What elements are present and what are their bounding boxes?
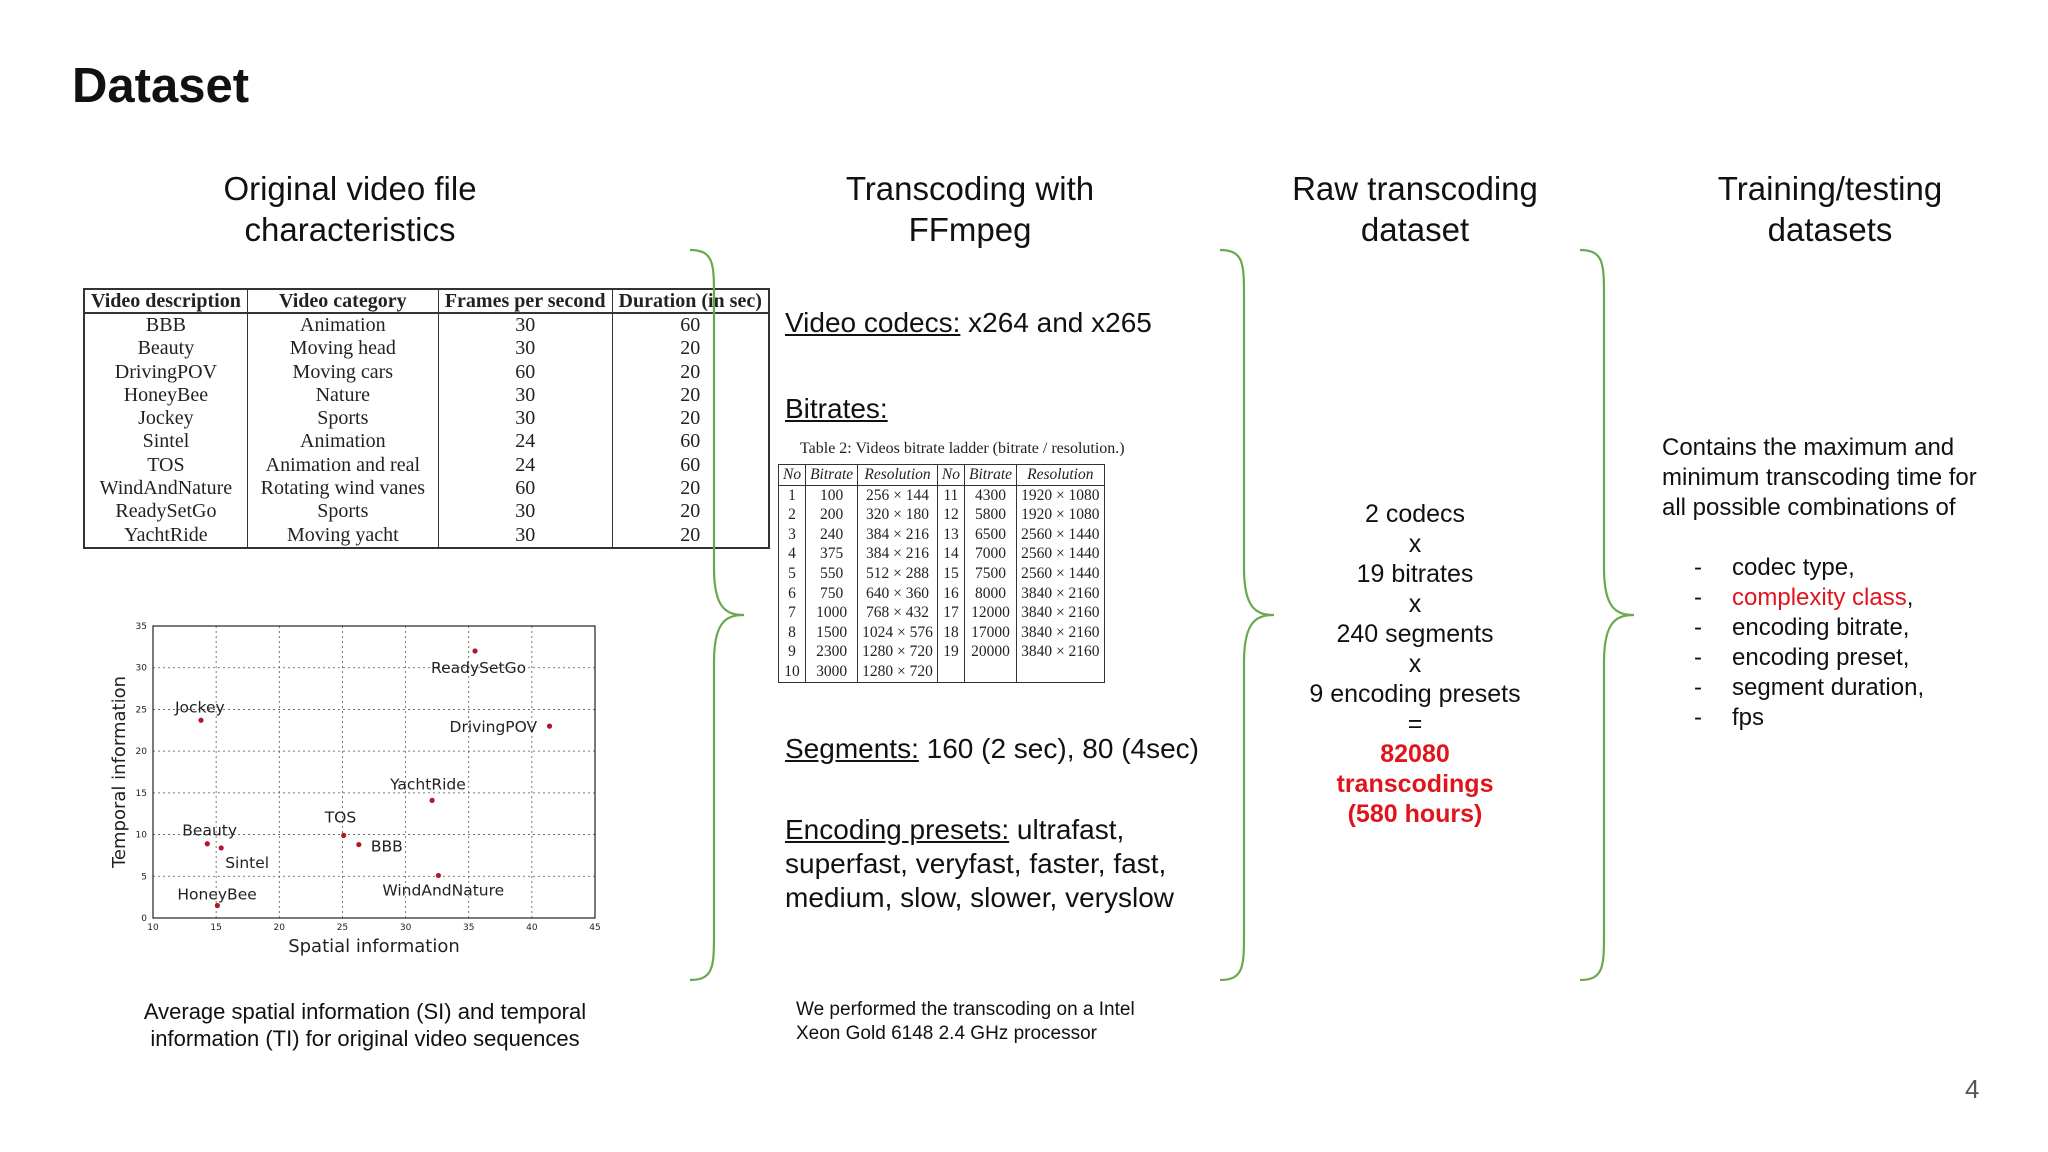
table-row	[779, 642, 1105, 662]
table-row	[84, 384, 769, 407]
table-row	[84, 430, 769, 453]
video-table-wrapper	[83, 288, 770, 549]
scatter-point	[198, 718, 203, 723]
table-row	[779, 525, 1105, 545]
bullet-dash: -	[1694, 614, 1702, 641]
x-tick-label: 15	[210, 923, 222, 933]
chart-caption: Average spatial information (SI) and temporal information (TI) for original video sequences	[143, 999, 587, 1051]
table-cell: 3840 × 2160	[1021, 584, 1100, 602]
raw-combination	[1270, 499, 1560, 829]
table-cell: 375	[806, 544, 858, 564]
y-tick-label: 25	[135, 705, 147, 716]
page-number: 4	[1965, 1074, 1980, 1104]
raw-line: 240 segments	[1336, 620, 1494, 648]
table-cell: 19	[937, 642, 964, 662]
y-tick-label: 15	[135, 788, 147, 799]
table-cell: 3000	[806, 662, 858, 682]
scatter-point	[436, 873, 441, 878]
table-cell: 100	[806, 485, 858, 505]
list-item	[1662, 673, 2022, 703]
list-item	[1662, 703, 2022, 733]
table-row	[779, 584, 1105, 604]
table-cell: 5	[779, 564, 806, 584]
point-label: WindAndNature	[382, 881, 505, 900]
point-label: Sintel	[225, 853, 270, 872]
table-row	[84, 454, 769, 477]
table-cell: 4300	[965, 485, 1017, 505]
table-cell: 12	[937, 505, 964, 525]
table-cell: Animation	[247, 313, 438, 337]
table-cell: Beauty	[84, 337, 247, 360]
x-tick-label: 45	[589, 923, 601, 933]
heading-transcoding: Transcoding with FFmpeg	[845, 170, 1095, 248]
x-tick-label: 40	[526, 923, 538, 933]
bitrate-table-header-row	[779, 465, 1105, 486]
table-cell: 750	[806, 584, 858, 604]
bullet-dash: -	[1694, 554, 1702, 581]
table-cell: 1024 × 576	[858, 623, 938, 643]
bitrate-table	[778, 464, 1105, 683]
video-table-header	[247, 289, 438, 313]
list-item	[1662, 553, 2022, 583]
table-cell	[937, 662, 964, 682]
table-row	[84, 477, 769, 500]
scatter-point	[472, 648, 477, 653]
point-label: Jockey	[174, 698, 225, 717]
raw-total: 82080 transcodings (580 hours)	[1336, 740, 1494, 828]
list-item-text: encoding bitrate,	[1732, 614, 1910, 641]
table-row	[779, 564, 1105, 584]
table-cell: TOS	[84, 454, 247, 477]
table-cell: HoneyBee	[84, 384, 247, 407]
curly-brace-2	[1218, 248, 1278, 983]
bullet-dash: -	[1694, 644, 1702, 671]
raw-line: 19 bitrates	[1356, 560, 1474, 588]
point-label: BBB	[370, 837, 403, 856]
table-cell: 15	[937, 564, 964, 584]
list-item-text: segment duration,	[1732, 674, 1925, 701]
table-cell: 20	[680, 383, 701, 406]
list-item-text: encoding preset,	[1732, 644, 1910, 671]
table-cell: 320 × 180	[858, 505, 938, 525]
table-row	[84, 500, 769, 523]
table-cell: 240	[806, 525, 858, 545]
table-cell: 2	[779, 505, 806, 525]
table-cell: Sintel	[84, 430, 247, 453]
plot-frame	[153, 626, 595, 918]
bullet-dash: -	[1694, 674, 1702, 701]
video-table-header	[438, 289, 612, 313]
point-label: ReadySetGo	[431, 659, 527, 678]
table-cell: WindAndNature	[84, 477, 247, 500]
heading-original: Original video file characteristics	[223, 170, 477, 248]
presets-line	[785, 813, 1205, 915]
table-cell: 5800	[965, 505, 1017, 525]
table-cell	[965, 662, 1017, 682]
table-row	[84, 361, 769, 384]
list-item-text: fps	[1732, 704, 1765, 731]
segments-label: Segments:	[785, 733, 919, 764]
table-cell: 6500	[965, 525, 1017, 545]
table-row	[779, 505, 1105, 525]
table-row	[84, 313, 769, 337]
table-cell: 14	[937, 544, 964, 564]
x-axis-label: Spatial information	[288, 936, 460, 957]
table-cell: 30	[438, 337, 612, 360]
table-cell: Moving yacht	[247, 524, 438, 548]
bitrate-table-header: No	[779, 465, 806, 486]
point-label: Beauty	[182, 821, 238, 840]
x-tick-label: 20	[273, 923, 286, 933]
table-cell: 4	[779, 544, 806, 564]
table-cell: 60	[680, 430, 701, 453]
table-cell: 8000	[965, 584, 1017, 604]
y-axis-label: Temporal information	[109, 675, 130, 869]
list-item	[1662, 583, 2022, 613]
video-table-body	[84, 313, 769, 548]
y-tick-label: 5	[141, 872, 147, 883]
table-cell: Moving cars	[247, 361, 438, 384]
header-duration: Duration (in sec)	[618, 290, 762, 312]
table-cell: 1920 × 1080	[1021, 486, 1100, 504]
table-cell: 13	[937, 525, 964, 545]
header-video-category: Video category	[279, 290, 407, 312]
table-cell: 7500	[965, 564, 1017, 584]
table-row	[779, 603, 1105, 623]
table-cell: 3840 × 2160	[1021, 604, 1100, 622]
table-cell	[1017, 662, 1105, 682]
table-cell: 24	[438, 454, 612, 477]
table-cell: Nature	[247, 384, 438, 407]
raw-line: x	[1408, 650, 1422, 678]
curly-brace-3	[1578, 248, 1638, 983]
table-cell: 1	[779, 485, 806, 505]
table-cell: 2560 × 1440	[1021, 545, 1100, 563]
curly-brace-1	[688, 248, 748, 983]
table-cell: Jockey	[84, 407, 247, 430]
table-cell: 60	[680, 314, 701, 336]
raw-line: x	[1408, 530, 1422, 558]
slide-title: Dataset	[72, 59, 250, 113]
scatter-point	[205, 841, 210, 846]
table-cell: 30	[438, 500, 612, 523]
list-item-suffix: ,	[1906, 584, 1914, 611]
bitrates-label: Bitrates:	[785, 393, 888, 424]
bitrate-table-body	[779, 485, 1105, 682]
table-cell: 20	[680, 360, 701, 383]
table-cell: 3840 × 2160	[1021, 643, 1100, 661]
bitrate-table-header: No	[937, 465, 964, 486]
table-cell: 60	[438, 477, 612, 500]
x-tick-label: 25	[336, 923, 349, 933]
table-cell: 384 × 216	[858, 544, 938, 564]
table-cell: YachtRide	[84, 524, 247, 548]
codecs-line	[785, 306, 1152, 340]
bitrates-line	[785, 392, 888, 426]
table-cell: 60	[680, 453, 701, 476]
codecs-value: x264 and x265	[960, 307, 1152, 338]
list-item	[1662, 613, 2022, 643]
table-cell: 512 × 288	[858, 564, 938, 584]
bullet-dash: -	[1694, 584, 1702, 611]
header-fps: Frames per second	[444, 290, 606, 312]
scatter-chart-container	[105, 610, 625, 960]
raw-line: 2 codecs	[1364, 500, 1466, 528]
raw-line: x	[1408, 590, 1422, 618]
raw-line: 9 encoding presets	[1309, 680, 1521, 708]
table-cell: 3840 × 2160	[1021, 623, 1100, 641]
table-cell: 17	[937, 603, 964, 623]
video-table-header	[84, 289, 247, 313]
table-cell: 384 × 216	[858, 525, 938, 545]
table-row	[779, 623, 1105, 643]
table-cell: 9	[779, 642, 806, 662]
table-cell: 20	[680, 337, 701, 360]
table-cell: 1280 × 720	[858, 662, 938, 682]
raw-lines	[1270, 499, 1560, 739]
point-label: TOS	[324, 808, 357, 827]
x-tick-label: 35	[462, 923, 475, 933]
table-cell: 24	[438, 430, 612, 453]
table-cell: 1920 × 1080	[1021, 506, 1100, 524]
table-row	[84, 407, 769, 430]
table-cell: 1500	[806, 623, 858, 643]
table-cell: 20	[680, 500, 701, 523]
table-cell: 30	[438, 524, 612, 548]
y-tick-label: 0	[141, 914, 147, 924]
table-cell: 2300	[806, 642, 858, 662]
table-cell: Sports	[247, 407, 438, 430]
table-cell: 640 × 360	[858, 584, 938, 604]
heading-raw: Raw transcoding dataset	[1292, 170, 1538, 248]
table-cell: 200	[806, 505, 858, 525]
table-cell: 8	[779, 623, 806, 643]
table-cell: DrivingPOV	[84, 361, 247, 384]
heading-training: Training/testing datasets	[1717, 170, 1943, 248]
table-cell: Moving head	[247, 337, 438, 360]
table-cell: 17000	[965, 623, 1017, 643]
table-cell: 3	[779, 525, 806, 545]
training-intro: Contains the maximum and minimum transcoding time for all possible combinations of	[1662, 434, 1977, 521]
x-tick-label: 30	[399, 923, 412, 933]
table-cell: Rotating wind vanes	[247, 477, 438, 500]
scatter-point	[219, 845, 224, 850]
table-cell: 550	[806, 564, 858, 584]
y-tick-label: 30	[135, 663, 147, 674]
y-tick-label: 10	[135, 830, 147, 841]
processor-note: We performed the transcoding on a Intel Xeon Gold 6148 2.4 GHz processor	[796, 999, 1135, 1044]
scatter-point	[547, 724, 552, 729]
scatter-point	[341, 833, 346, 838]
point-label: DrivingPOV	[449, 718, 538, 737]
list-item-text: complexity class	[1732, 584, 1907, 611]
scatter-chart	[105, 610, 625, 960]
table-cell: BBB	[84, 313, 247, 337]
bitrate-table-header: Bitrate	[806, 465, 858, 486]
table-cell: 30	[438, 313, 612, 337]
scatter-point	[356, 842, 361, 847]
presets-value: ultrafast, superfast, veryfast, faster, fast, medium, slow, slower, veryslow	[785, 814, 1175, 913]
codecs-label: Video codecs:	[785, 307, 961, 338]
list-item-text: codec type,	[1732, 554, 1855, 581]
table-cell: 12000	[965, 603, 1017, 623]
training-list	[1662, 553, 2022, 733]
table-row	[779, 544, 1105, 564]
table-cell: 7000	[965, 544, 1017, 564]
header-video-description: Video description	[91, 290, 241, 312]
table-cell: 11	[937, 485, 964, 505]
segments-value: 160 (2 sec), 80 (4sec)	[918, 733, 1199, 764]
table-row	[84, 337, 769, 360]
table-cell: 10	[779, 662, 806, 682]
table-cell: 768 × 432	[858, 603, 938, 623]
presets-label: Encoding presets:	[785, 814, 1010, 845]
table-row	[779, 662, 1105, 682]
table-row	[84, 524, 769, 548]
bitrate-table-wrapper	[778, 464, 1105, 683]
table-cell: 16	[937, 584, 964, 604]
table-cell: Sports	[247, 500, 438, 523]
bitrate-table-header: Resolution	[1017, 465, 1105, 486]
segments-line	[785, 732, 1199, 766]
table-cell: 20	[680, 477, 701, 500]
raw-line: =	[1407, 710, 1423, 738]
bitrate-table-header: Bitrate	[965, 465, 1017, 486]
table-cell: 20	[680, 523, 701, 546]
y-tick-label: 35	[135, 622, 147, 632]
table-cell: 20	[680, 407, 701, 430]
table-cell: 2560 × 1440	[1021, 564, 1100, 582]
table-cell: 18	[937, 623, 964, 643]
table-cell: 1280 × 720	[858, 642, 938, 662]
table-cell: ReadySetGo	[84, 500, 247, 523]
scatter-point	[429, 798, 434, 803]
table-cell: 30	[438, 384, 612, 407]
point-label: HoneyBee	[177, 885, 257, 904]
table-cell: 20000	[965, 642, 1017, 662]
bullet-dash: -	[1694, 704, 1702, 731]
bitrate-table-caption: Table 2: Videos bitrate ladder (bitrate / resolution.)	[800, 440, 1125, 457]
table-cell: 60	[438, 361, 612, 384]
table-cell: 6	[779, 584, 806, 604]
table-cell: Animation	[247, 430, 438, 453]
table-cell: 30	[438, 407, 612, 430]
table-cell: 1000	[806, 603, 858, 623]
table-cell: 256 × 144	[858, 485, 938, 505]
scatter-point	[215, 903, 220, 908]
bitrate-table-header: Resolution	[858, 465, 938, 486]
y-tick-label: 20	[135, 747, 147, 758]
table-cell: 2560 × 1440	[1021, 525, 1100, 543]
x-tick-label: 10	[147, 923, 159, 933]
table-cell: Animation and real	[247, 454, 438, 477]
table-cell: 7	[779, 603, 806, 623]
video-table	[83, 288, 770, 549]
table-row	[779, 485, 1105, 505]
point-label: YachtRide	[390, 775, 466, 794]
list-item	[1662, 643, 2022, 673]
